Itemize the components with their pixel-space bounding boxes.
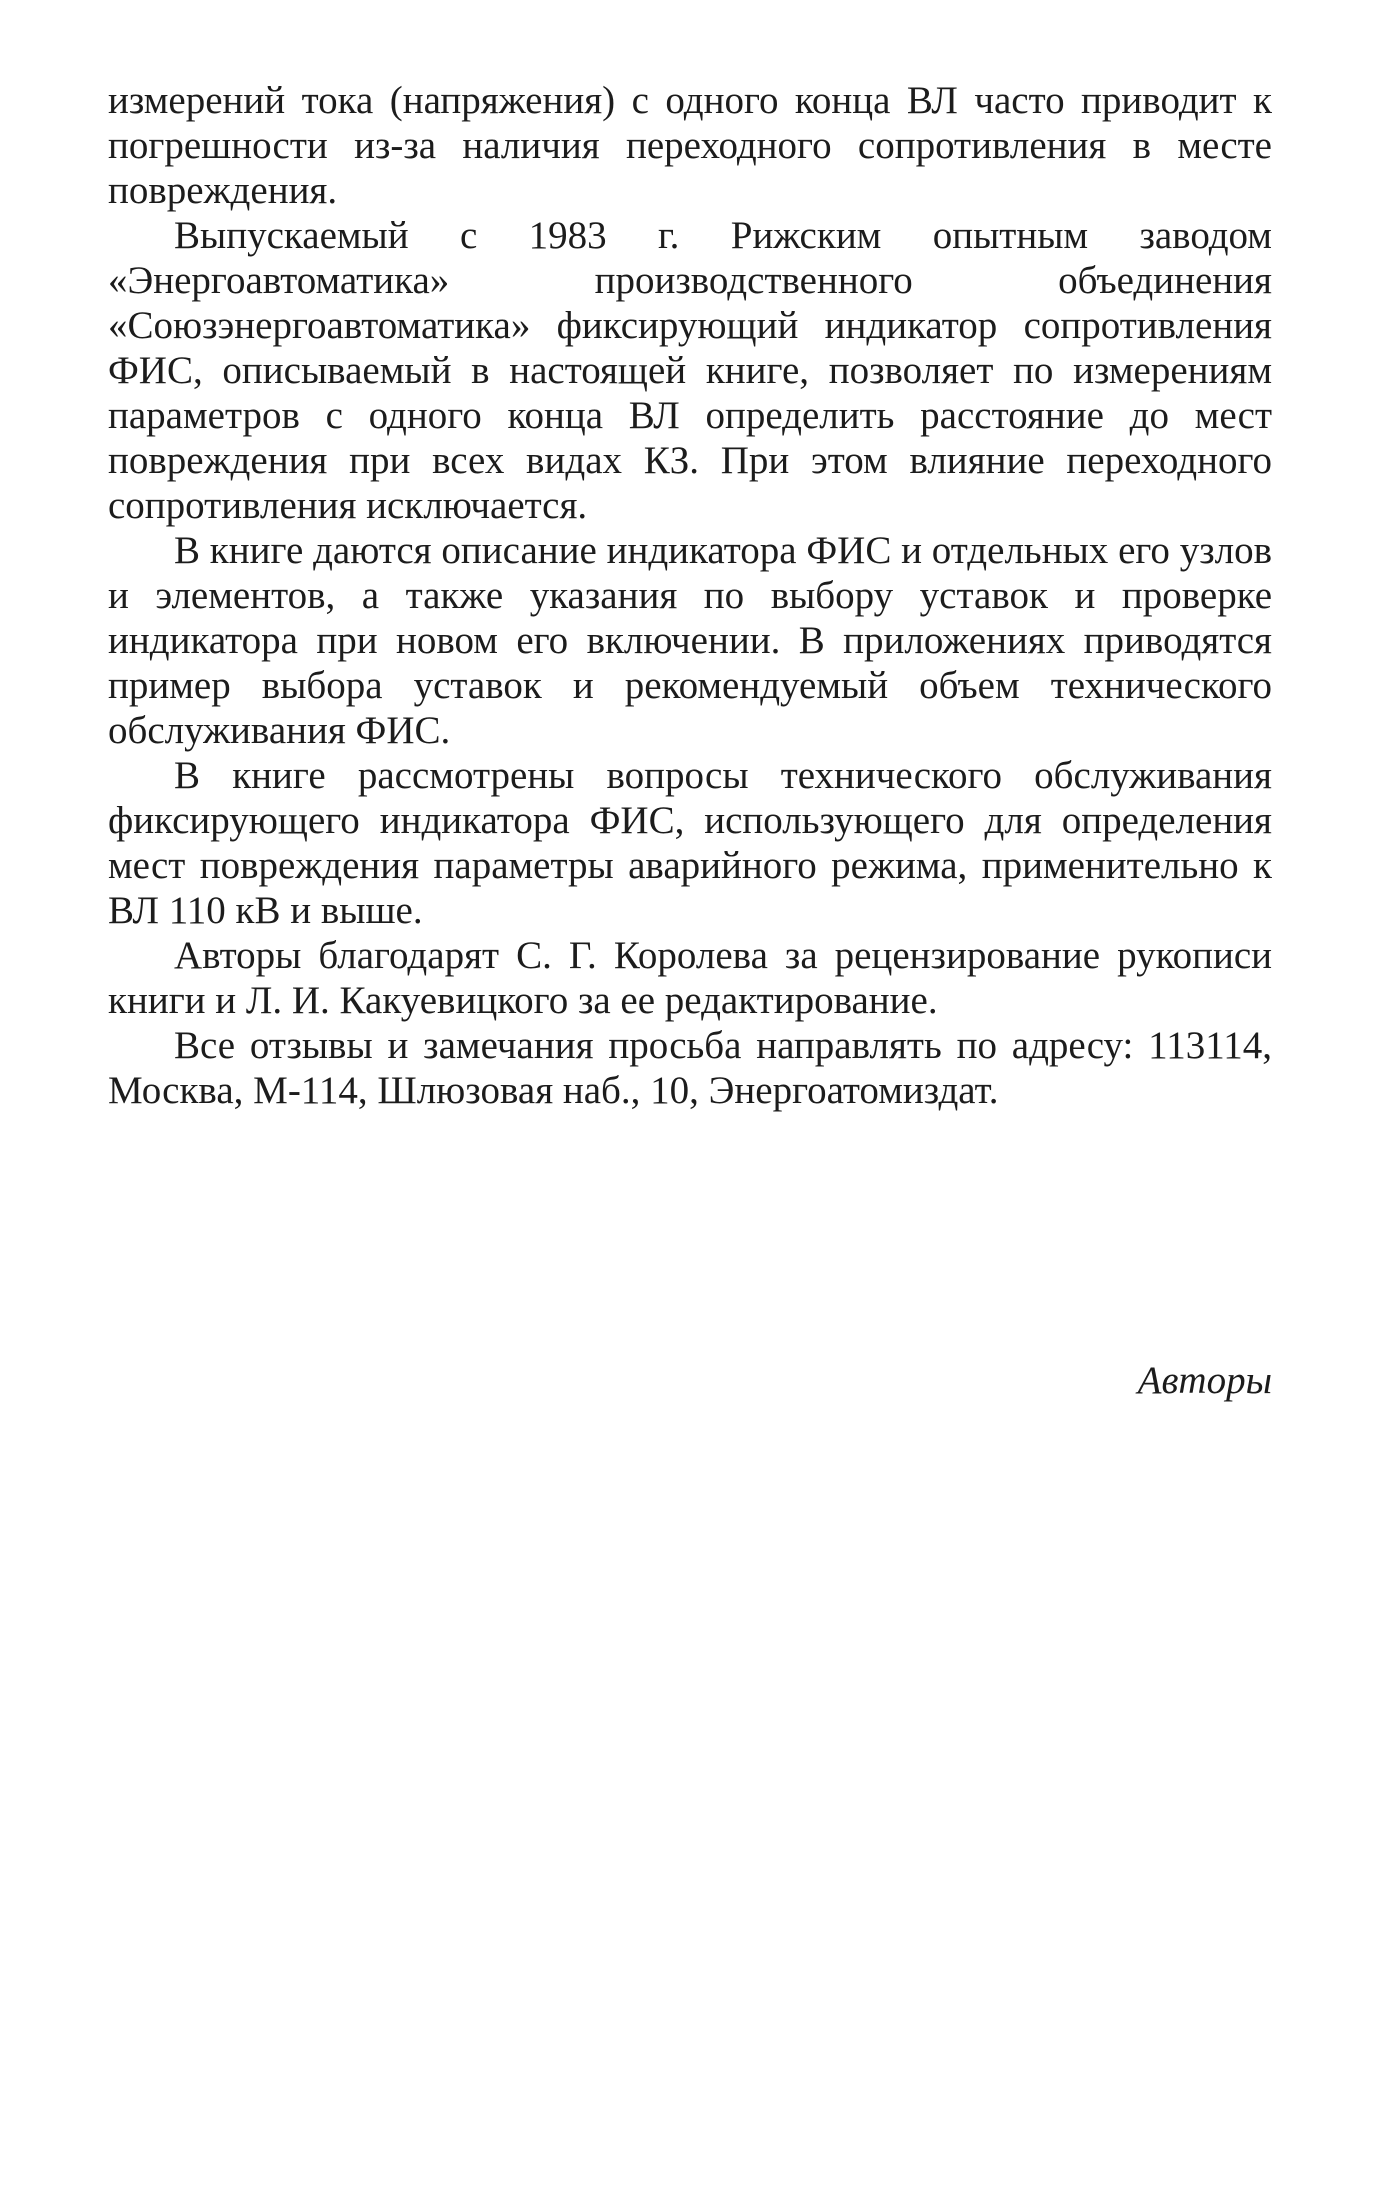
paragraph-book-contents: В книге даются описание индикатора ФИС и отдельных его узлов и элементов, а также указания по выбору уставок и проверке индикатора при новом его включении. В приложениях приводятся пример выбора уставок и рекомендуемый объем технического обслуживания ФИС. [108, 529, 1272, 752]
authors-signature: Авторы [1137, 1359, 1272, 1402]
paragraph-fis-description: Выпускаемый с 1983 г. Рижским опытным заводом «Энергоавтоматика» производственного объединения «Союзэнергоавтоматика» фиксирующий индикатор сопротивления ФИС, описываемый в настоящей книге, позволяет по измерениям параметров с одного конца ВЛ определить расстояние до мест повреждения при всех видах КЗ. При этом влияние переходного сопротивления исключается. [108, 214, 1272, 527]
paragraph-feedback-address: Все отзывы и замечания просьба направлять по адресу: 113114, Москва, М-114, Шлюзовая наб., 10, Энергоатомиздат. [108, 1024, 1272, 1112]
document-body [108, 78, 1272, 1113]
paragraph-maintenance-scope: В книге рассмотрены вопросы технического обслуживания фиксирующего индикатора ФИС, использующего для определения мест повреждения параметры аварийного режима, применительно к ВЛ 110 кВ и выше. [108, 754, 1272, 932]
paragraph-acknowledgements: Авторы благодарят С. Г. Королева за рецензирование рукописи книги и Л. И. Какуевицкого за ее редактирование. [108, 934, 1272, 1022]
paragraph-continuation: измерений тока (напряжения) с одного конца ВЛ часто приводит к погрешности из-за наличия переходного сопротивления в месте повреждения. [108, 79, 1272, 212]
